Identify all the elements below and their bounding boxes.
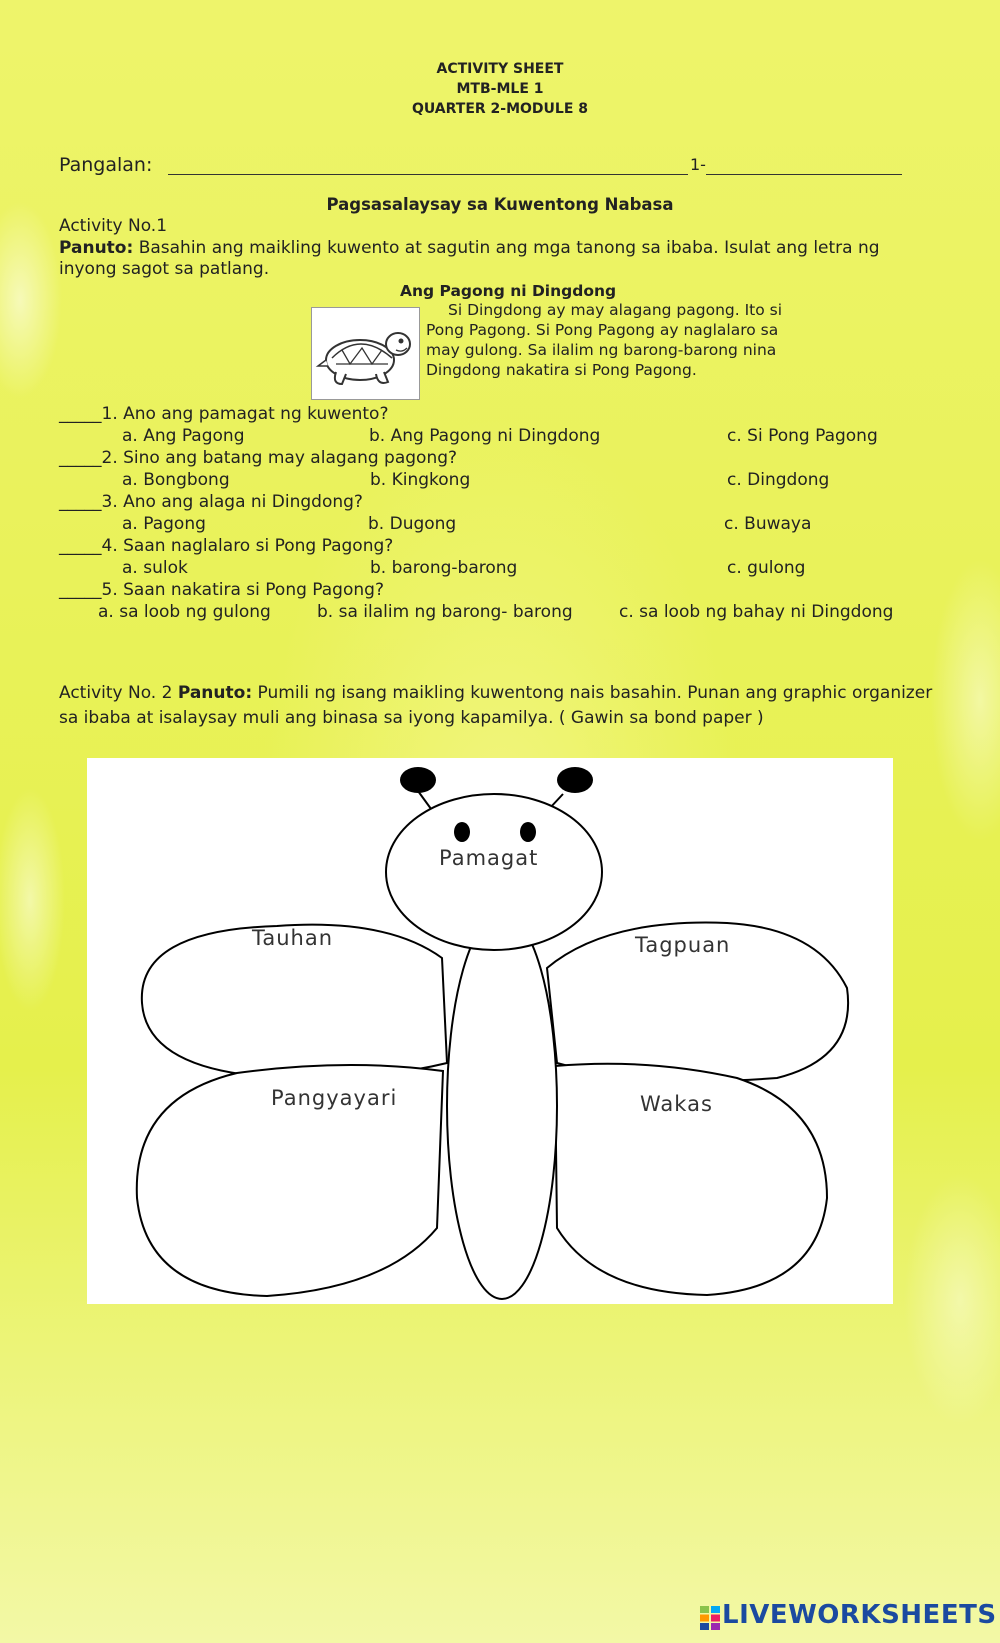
activity2-instructions-cont: sa ibaba at isalaysay muli ang binasa sa iyong kapamilya. ( Gawin sa bond paper ) bbox=[59, 708, 764, 728]
activity2-label: Activity No. 2 bbox=[59, 683, 178, 703]
story-line-2: Pong Pagong. Si Pong Pagong ay naglalaro sa bbox=[426, 321, 779, 339]
q3-option-b: b. Dugong bbox=[368, 514, 457, 534]
turtle-illustration bbox=[311, 307, 420, 400]
story-line-1: Si Dingdong ay may alagang pagong. Ito si bbox=[448, 301, 783, 319]
q2-option-c: c. Dingdong bbox=[727, 470, 830, 490]
q3-option-a: a. Pagong bbox=[122, 514, 206, 534]
butterfly-graphic-organizer bbox=[87, 758, 893, 1304]
q2-option-b: b. Kingkong bbox=[370, 470, 471, 490]
q5-option-a: a. sa loob ng gulong bbox=[98, 602, 271, 622]
turtle-icon bbox=[312, 308, 419, 399]
story-line-4: Dingdong nakatira si Pong Pagong. bbox=[426, 361, 697, 379]
label-pangyayari: Pangyayari bbox=[271, 1086, 398, 1110]
q4-option-b: b. barong-barong bbox=[370, 558, 518, 578]
grade-label: 1- bbox=[690, 155, 706, 174]
header-line-3: QUARTER 2-MODULE 8 bbox=[411, 101, 589, 117]
q1-option-b: b. Ang Pagong ni Dingdong bbox=[369, 426, 601, 446]
liveworksheets-brand[interactable]: LIVEWORKSHEETS bbox=[722, 1600, 997, 1630]
name-input-line[interactable] bbox=[168, 174, 688, 175]
q5-option-b: b. sa ilalim ng barong- barong bbox=[317, 602, 573, 622]
question-2: _____2. Sino ang batang may alagang pagong? bbox=[59, 448, 458, 468]
q3-option-c: c. Buwaya bbox=[724, 514, 812, 534]
butterfly-icon bbox=[87, 758, 893, 1304]
label-wakas: Wakas bbox=[640, 1092, 713, 1116]
header-line-2: MTB-MLE 1 bbox=[456, 81, 544, 97]
story-line-3: may gulong. Sa ilalim ng barong-barong nina bbox=[426, 341, 777, 359]
panuto-text: Basahin ang maikling kuwento at sagutin ang mga tanong sa ibaba. Isulat ang letra ng bbox=[133, 238, 880, 258]
activity1-instructions bbox=[59, 238, 880, 258]
q2-option-a: a. Bongbong bbox=[122, 470, 230, 490]
question-3: _____3. Ano ang alaga ni Dingdong? bbox=[59, 492, 363, 512]
label-tagpuan: Tagpuan bbox=[635, 933, 731, 957]
activity1-instructions-cont: inyong sagot sa patlang. bbox=[59, 259, 270, 279]
page-title: Pagsasalaysay sa Kuwentong Nabasa bbox=[326, 195, 674, 214]
activity1-label: Activity No.1 bbox=[59, 216, 168, 236]
section-input-line[interactable] bbox=[706, 174, 902, 175]
label-pamagat: Pamagat bbox=[439, 846, 539, 870]
q4-option-a: a. sulok bbox=[122, 558, 188, 578]
q1-option-c: c. Si Pong Pagong bbox=[727, 426, 878, 446]
liveworksheets-logo-icon bbox=[700, 1606, 720, 1630]
question-4: _____4. Saan naglalaro si Pong Pagong? bbox=[59, 536, 394, 556]
q1-option-a: a. Ang Pagong bbox=[122, 426, 245, 446]
activity2-panuto-label: Panuto: bbox=[177, 683, 253, 703]
story-title: Ang Pagong ni Dingdong bbox=[400, 282, 617, 300]
label-tauhan: Tauhan bbox=[252, 926, 334, 950]
header-line-1: ACTIVITY SHEET bbox=[436, 61, 564, 77]
activity2-instructions bbox=[59, 683, 932, 703]
q4-option-c: c. gulong bbox=[727, 558, 806, 578]
name-label: Pangalan: bbox=[59, 154, 153, 176]
activity2-panuto-text: Pumili ng isang maikling kuwentong nais basahin. Punan ang graphic organizer bbox=[252, 683, 933, 703]
q5-option-c: c. sa loob ng bahay ni Dingdong bbox=[619, 602, 894, 622]
question-5: _____5. Saan nakatira si Pong Pagong? bbox=[59, 580, 384, 600]
panuto-label: Panuto: bbox=[59, 238, 134, 258]
question-1: _____1. Ano ang pamagat ng kuwento? bbox=[59, 404, 389, 424]
